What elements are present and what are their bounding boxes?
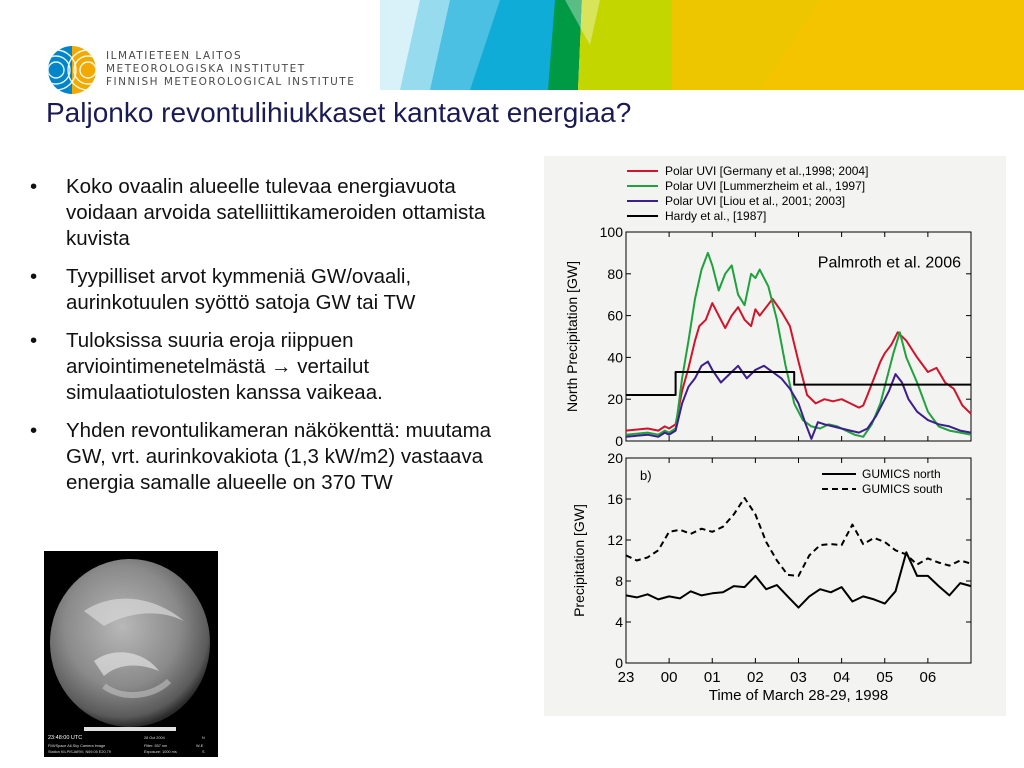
bullet-item bbox=[30, 264, 510, 316]
y-tick-label: 40 bbox=[607, 349, 623, 366]
bullet-text: Yhden revontulikameran näkökenttä: muutama GW, vrt. aurinkovakiota (1,3 kW/m2) vastaava energia samalle alueelle on 370 TW bbox=[66, 419, 492, 494]
bullet-dot: • bbox=[30, 419, 38, 442]
bullet-dot: • bbox=[30, 265, 38, 288]
y-tick-label: 20 bbox=[607, 450, 623, 466]
series-line bbox=[626, 372, 971, 395]
x-tick-label: 05 bbox=[876, 669, 894, 686]
chart2-xlabel: Time of March 28-29, 1998 bbox=[708, 687, 889, 704]
bullet-list bbox=[30, 174, 510, 508]
x-tick-label: 04 bbox=[833, 669, 850, 686]
x-tick-label: 23 bbox=[617, 669, 635, 686]
x-tick-label: 06 bbox=[919, 669, 937, 686]
slide-title: Paljonko revontulihiukkaset kantavat energiaa? bbox=[46, 97, 632, 128]
precipitation-figure bbox=[544, 156, 1006, 716]
bullet-item bbox=[30, 418, 510, 496]
sky-dome bbox=[50, 559, 210, 727]
sky-caption-1: FMI/Space All-Sky Camera Image bbox=[48, 744, 106, 748]
y-tick-label: 100 bbox=[599, 224, 623, 240]
x-tick-label: 01 bbox=[703, 669, 721, 686]
chart2-annotation: b) bbox=[640, 468, 652, 483]
bullet-item bbox=[30, 328, 510, 406]
y-tick-label: 0 bbox=[615, 433, 623, 449]
sky-time: 23:48:00 UTC bbox=[48, 735, 83, 741]
series-line bbox=[626, 362, 971, 439]
institute-name-fi: ILMATIETEEN LAITOS bbox=[106, 50, 243, 62]
y-tick-label: 12 bbox=[607, 532, 623, 548]
sky-caption-2: Station KILPISJARVI, N69.05 E20.79 bbox=[48, 750, 111, 754]
bullet-text: Tyypilliset arvot kymmeniä GW/ovaali, aurinkotuulen syöttö satoja GW tai TW bbox=[66, 265, 416, 314]
legend-label: Polar UVI [Liou et al., 2001; 2003] bbox=[665, 194, 846, 208]
x-tick-label: 00 bbox=[660, 669, 678, 686]
legend-label: Polar UVI [Germany et al.,1998; 2004] bbox=[665, 164, 869, 178]
sky-orient-s: S bbox=[202, 750, 205, 754]
bullet-text: Koko ovaalin alueelle tulevaa energiavuota voidaan arvoida satelliittikameroiden ottamista kuvista bbox=[66, 175, 486, 250]
sky-filter: Filter: 557 nm bbox=[144, 744, 168, 748]
legend-label: GUMICS south bbox=[862, 482, 943, 496]
y-tick-label: 80 bbox=[607, 265, 623, 282]
sky-date: 28 Oct 2004 bbox=[144, 736, 165, 740]
series-line bbox=[626, 498, 971, 576]
all-sky-camera-image bbox=[44, 551, 218, 757]
y-tick-label: 16 bbox=[607, 491, 623, 507]
legend-label: Polar UVI [Lummerzheim et al., 1997] bbox=[665, 179, 866, 193]
series-line bbox=[626, 253, 971, 437]
institute-name-en: FINNISH METEOROLOGICAL INSTITUTE bbox=[106, 76, 356, 88]
legend-label: GUMICS north bbox=[862, 467, 941, 481]
fmi-logo-icon bbox=[46, 44, 98, 96]
chart2-ylabel: Precipitation [GW] bbox=[571, 504, 587, 617]
institute-name bbox=[106, 50, 355, 89]
sky-orient-we: W-E bbox=[196, 744, 204, 748]
x-tick-label: 02 bbox=[747, 669, 764, 686]
y-tick-label: 20 bbox=[607, 391, 623, 408]
sky-exposure: Exposure: 1000 ms bbox=[144, 750, 177, 754]
precipitation-charts bbox=[544, 156, 1006, 716]
chart1-annotation: Palmroth et al. 2006 bbox=[817, 254, 961, 272]
x-tick-label: 03 bbox=[790, 669, 807, 686]
bullet-item bbox=[30, 174, 510, 252]
series-line bbox=[626, 552, 971, 607]
bullet-dot: • bbox=[30, 175, 38, 198]
sky-scale-bar bbox=[84, 727, 176, 731]
y-tick-label: 60 bbox=[607, 307, 623, 324]
y-tick-label: 0 bbox=[615, 655, 623, 671]
sky-orient-n: N bbox=[202, 736, 205, 740]
y-tick-label: 8 bbox=[615, 573, 623, 589]
bullet-text: Tuloksissa suuria eroja riippuen arviointimenetelmästä → vertailut simulaatiotulosten kanssa vaikeaa. bbox=[66, 329, 383, 404]
institute-name-sv: METEOROLOGISKA INSTITUTET bbox=[106, 63, 306, 75]
y-tick-label: 4 bbox=[615, 614, 623, 630]
chart1-ylabel: North Precipitation [GW] bbox=[564, 261, 580, 412]
bullet-dot: • bbox=[30, 329, 38, 352]
legend-label: Hardy et al., [1987] bbox=[665, 209, 767, 223]
